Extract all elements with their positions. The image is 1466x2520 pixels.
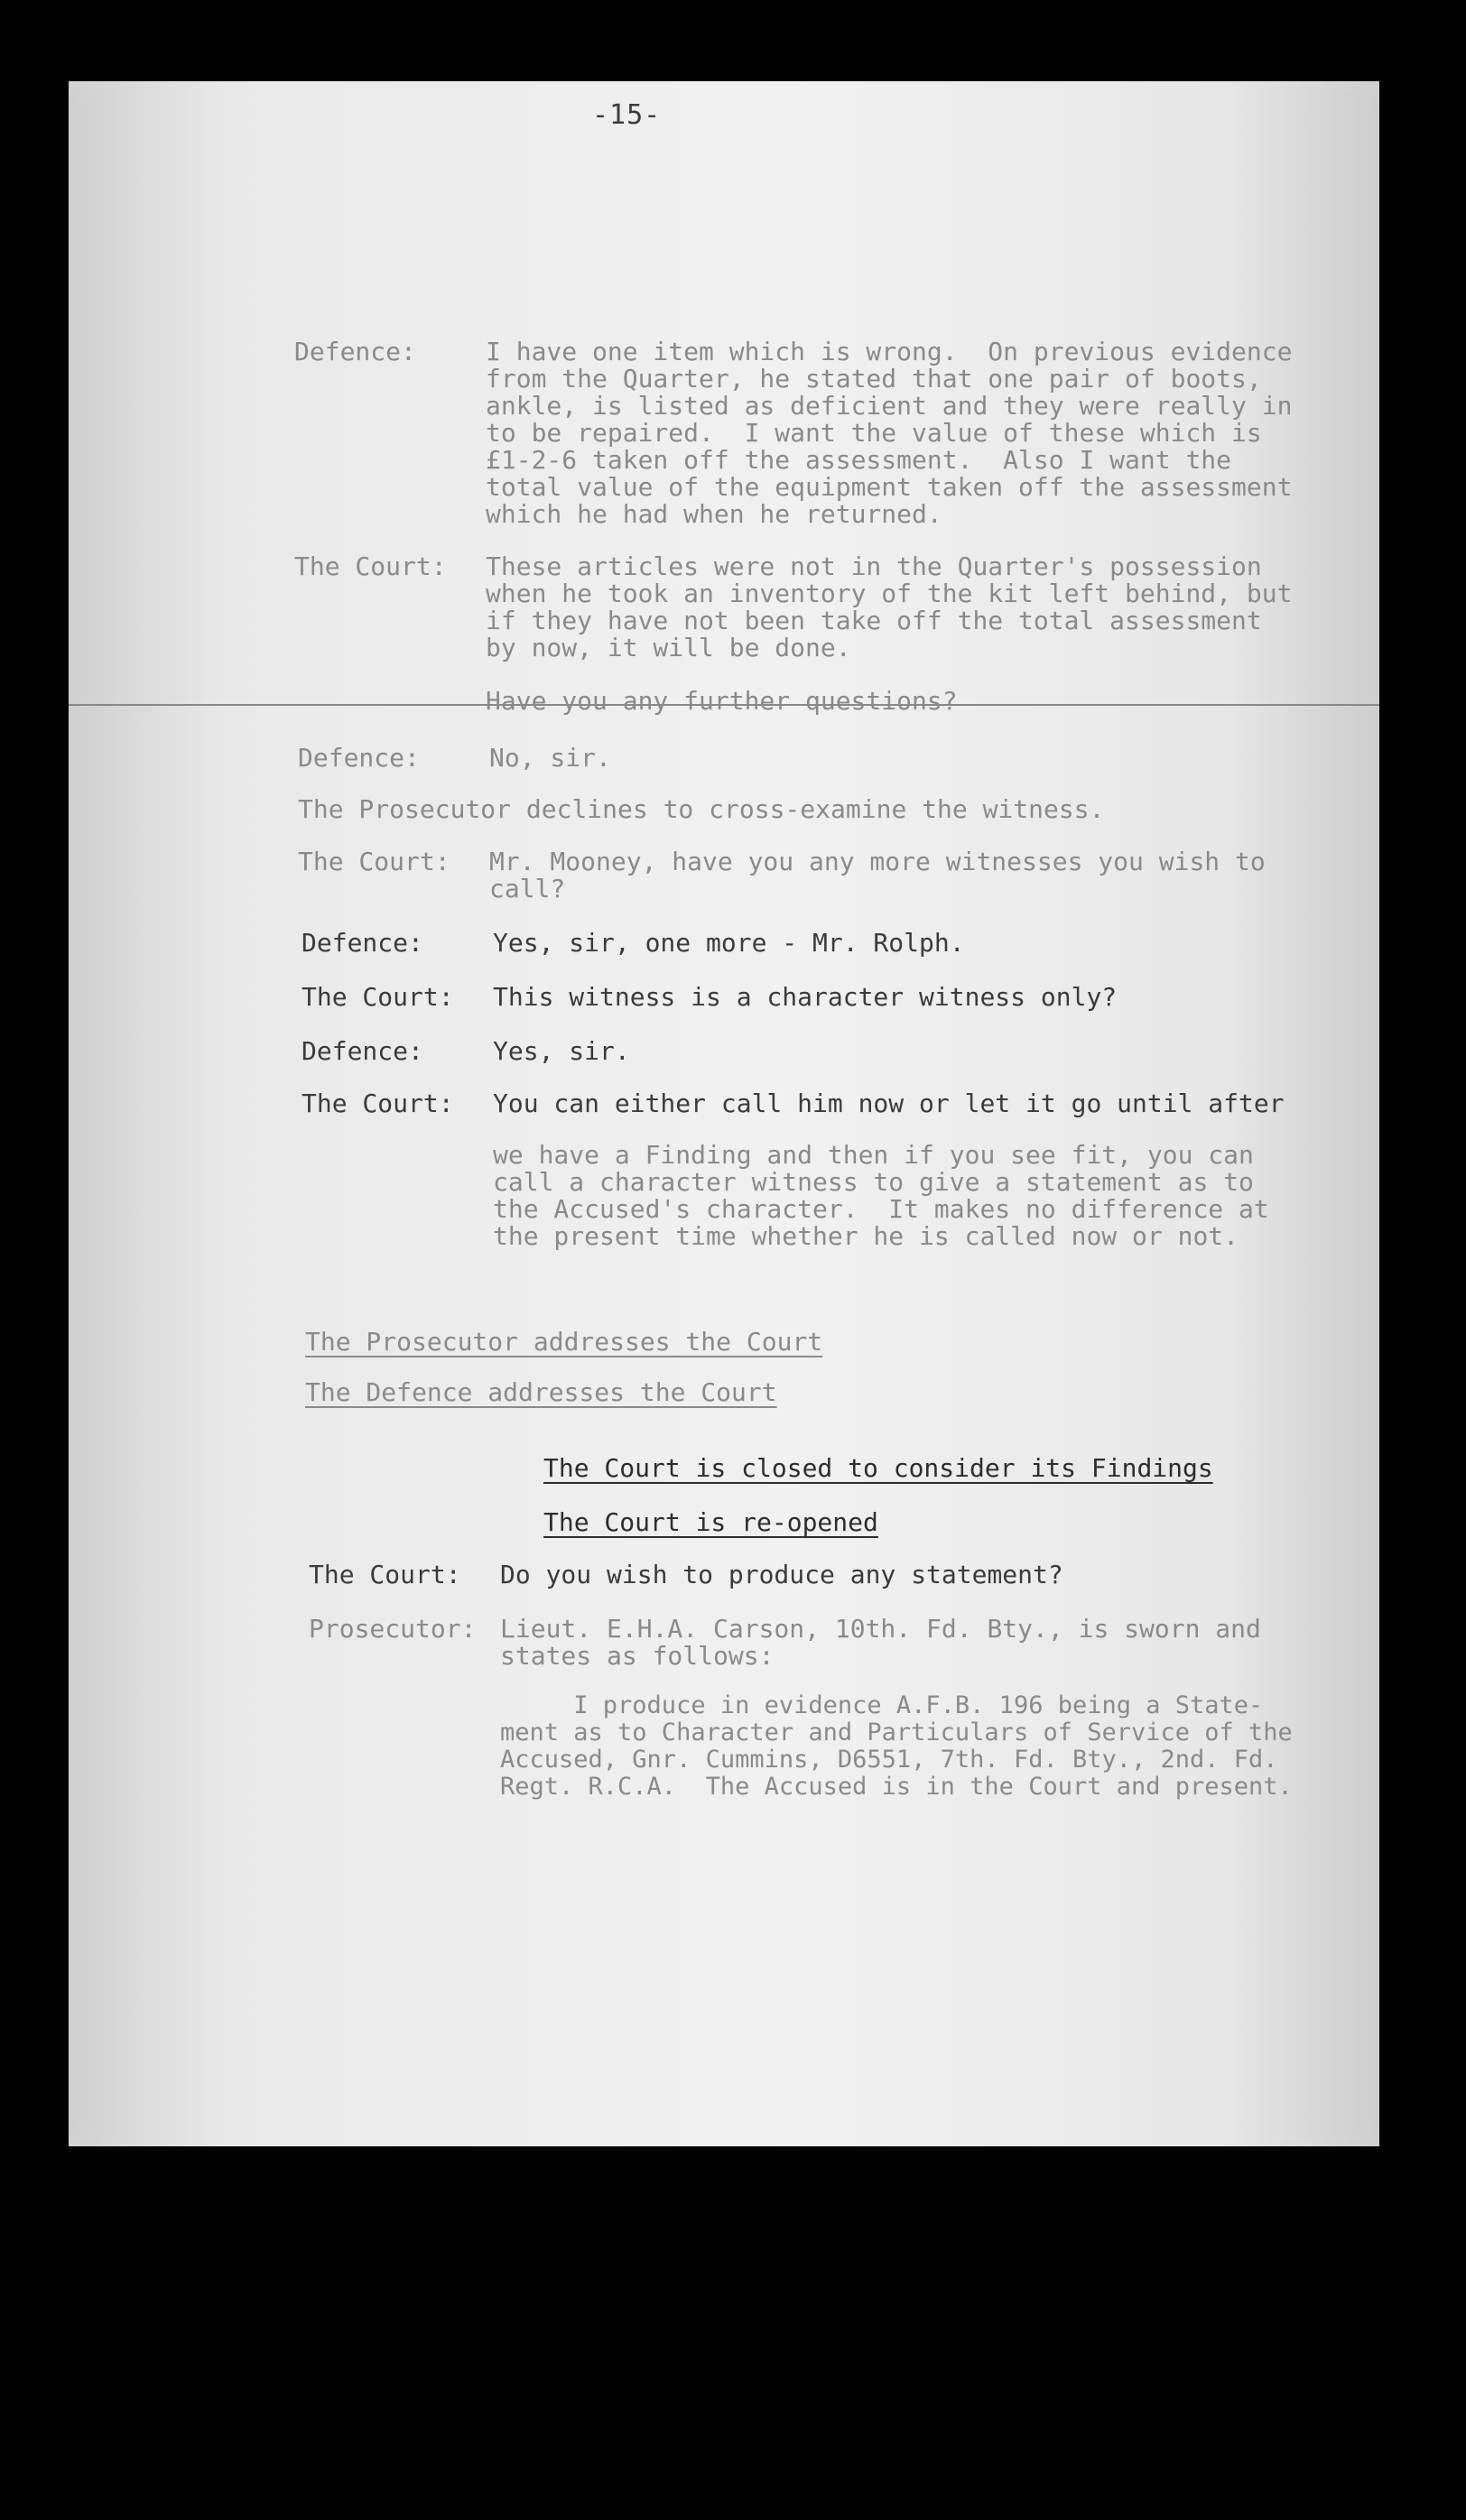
speaker-label: The Court: [294,551,447,581]
speech-line: Regt. R.C.A. The Accused is in the Court and present. [500,1773,1293,1801]
speech-line: Yes, sir. [493,1036,630,1066]
speech-line: from the Quarter, he stated that one pair of boots, [486,364,1262,394]
speech-line: ment as to Character and Particulars of Service of the [500,1719,1293,1746]
speaker-label: Defence: [294,337,416,366]
heading-court-closed: The Court is closed to consider its Findings [543,1453,1213,1483]
speaker-label: Defence: [298,743,420,773]
speech-line: This witness is a character witness only? [493,982,1118,1012]
heading-court-reopened: The Court is re-opened [543,1507,878,1537]
speaker-label: The Court: [302,982,454,1012]
heading-prosecutor-addresses: The Prosecutor addresses the Court [305,1327,823,1357]
speech-line: Accused, Gnr. Cummins, D6551, 7th. Fd. Bty., 2nd. Fd. [500,1746,1278,1774]
speaker-label: Defence: [302,1036,423,1066]
speech-line: total value of the equipment taken off the assessment [486,472,1293,502]
speaker-label: Prosecutor: [309,1614,477,1644]
speech-line: I have one item which is wrong. On previous evidence [486,337,1293,366]
speech-line: The Prosecutor declines to cross-examine the witness. [298,794,1105,824]
speech-line: if they have not been take off the total assessment [486,606,1262,635]
speech-line: You can either call him now or let it go until after [493,1089,1285,1118]
speech-line: states as follows: [500,1641,775,1671]
speech-line: Have you any further questions? [486,686,958,716]
speech-line: when he took an inventory of the kit left behind, but [486,579,1293,608]
speech-line: £1-2-6 taken off the assessment. Also I want the [486,445,1232,475]
speech-line: the present time whether he is called now or not. [493,1221,1239,1251]
speech-line: the Accused's character. It makes no difference at [493,1194,1269,1224]
speech-line: Mr. Mooney, have you any more witnesses you wish to [489,847,1266,876]
speech-line: to be repaired. I want the value of these which is [486,418,1262,448]
speech-line: call a character witness to give a statement as to [493,1167,1254,1197]
speaker-label: The Court: [298,847,450,876]
speech-line: call? [489,874,566,903]
speech-line: we have a Finding and then if you see fit, you can [493,1140,1254,1170]
speech-line: Lieut. E.H.A. Carson, 10th. Fd. Bty., is sworn and [500,1614,1261,1644]
speaker-label: The Court: [302,1089,454,1118]
speech-line: by now, it will be done. [486,633,851,662]
heading-defence-addresses: The Defence addresses the Court [305,1377,777,1407]
page-number: -15- [592,99,662,131]
speech-line: I produce in evidence A.F.B. 196 being a State- [500,1691,1264,1719]
speech-line: These articles were not in the Quarter's possession [486,551,1262,581]
speaker-label: Defence: [302,928,423,958]
document-page [69,81,1379,2146]
speech-line: which he had when he returned. [486,499,942,529]
speech-line: Do you wish to produce any statement? [500,1560,1063,1589]
speech-line: Yes, sir, one more - Mr. Rolph. [493,928,965,958]
speaker-label: The Court: [309,1560,461,1589]
speech-line: ankle, is listed as deficient and they were really in [486,391,1293,421]
speech-line: No, sir. [489,743,611,773]
